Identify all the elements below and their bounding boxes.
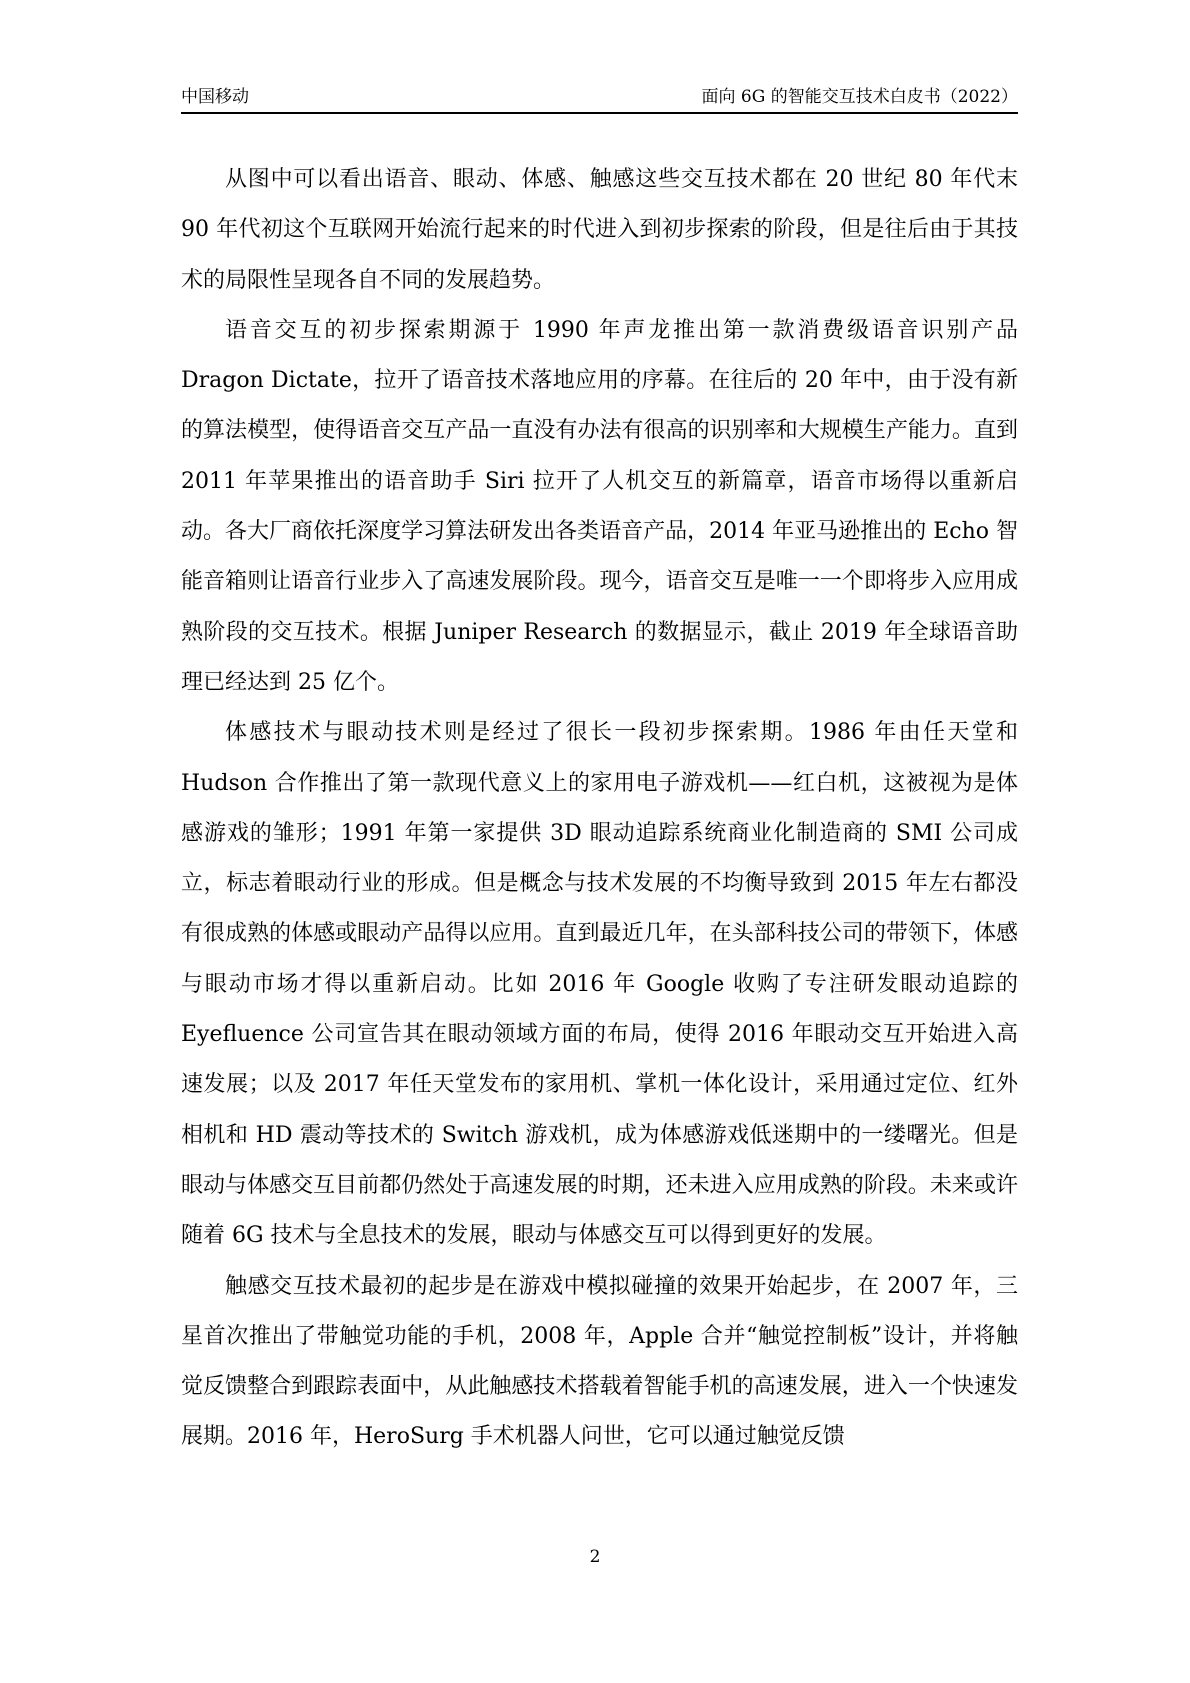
page-number: 2 [589, 1547, 601, 1567]
paragraph-haptic-interaction: 触感交互技术最初的起步是在游戏中模拟碰撞的效果开始起步，在 2007 年，三星首次推出了带触觉功能的手机，2008 年，Apple 合并“触觉控制板”设计，并将触觉反馈整合到跟踪表面中，从此触感技术搭载着智能手机的高速发展，进入一个快速发展期。2016 年，HeroSurg 手术机器人问世，它可以通过触觉反馈 [181, 1273, 1018, 1450]
document-body [181, 155, 1018, 1463]
paragraph-motion-eye-tracking: 体感技术与眼动技术则是经过了很长一段初步探索期。1986 年由任天堂和 Hudson 合作推出了第一款现代意义上的家用电子游戏机——红白机，这被视为是体感游戏的雏形；1991 年第一家提供 3D 眼动追踪系统商业化制造商的 SMI 公司成立，标志着眼动行业的形成。但是概念与技术发展的不均衡导致到 2015 年左右都没有很成熟的体感或眼动产品得以应用。直到最近几年，在头部科技公司的带领下，体感与眼动市场才得以重新启动。比如 2016 年 Google 收购了专注研发眼动追踪的 Eyefluence 公司宣告其在眼动领域方面的布局，使得 2016 年眼动交互开始进入高速发展；以及 2017 年任天堂发布的家用机、掌机一体化设计，采用通过定位、红外相机和 HD 震动等技术的 Switch 游戏机，成为体感游戏低迷期中的一缕曙光。但是眼动与体感交互目前都仍然处于高速发展的时期，还未进入应用成熟的阶段。未来或许随着 6G 技术与全息技术的发展，眼动与体感交互可以得到更好的发展。 [181, 720, 1018, 1249]
paragraph-overview: 从图中可以看出语音、眼动、体感、触感这些交互技术都在 20 世纪 80 年代末 90 年代初这个互联网开始流行起来的时代进入到初步探索的阶段，但是往后由于其技术的局限性呈现各自不同的发展趋势。 [181, 167, 1018, 293]
header-divider [181, 112, 1018, 114]
paragraph-voice-interaction: 语音交互的初步探索期源于 1990 年声龙推出第一款消费级语音识别产品 Dragon Dictate，拉开了语音技术落地应用的序幕。在往后的 20 年中，由于没有新的算法模型，使得语音交互产品一直没有办法有很高的识别率和大规模生产能力。直到 2011 年苹果推出的语音助手 Siri 拉开了人机交互的新篇章，语音市场得以重新启动。各大厂商依托深度学习算法研发出各类语音产品，2014 年亚马逊推出的 Echo 智能音箱则让语音行业步入了高速发展阶段。现今，语音交互是唯一一个即将步入应用成熟阶段的交互技术。根据 Juniper Research 的数据显示，截止 2019 年全球语音助理已经达到 25 亿个。 [181, 317, 1018, 695]
header-document-title: 面向 6G 的智能交互技术白皮书（2022） [701, 87, 1018, 107]
header-organization: 中国移动 [181, 87, 249, 107]
page-header [181, 82, 1018, 112]
